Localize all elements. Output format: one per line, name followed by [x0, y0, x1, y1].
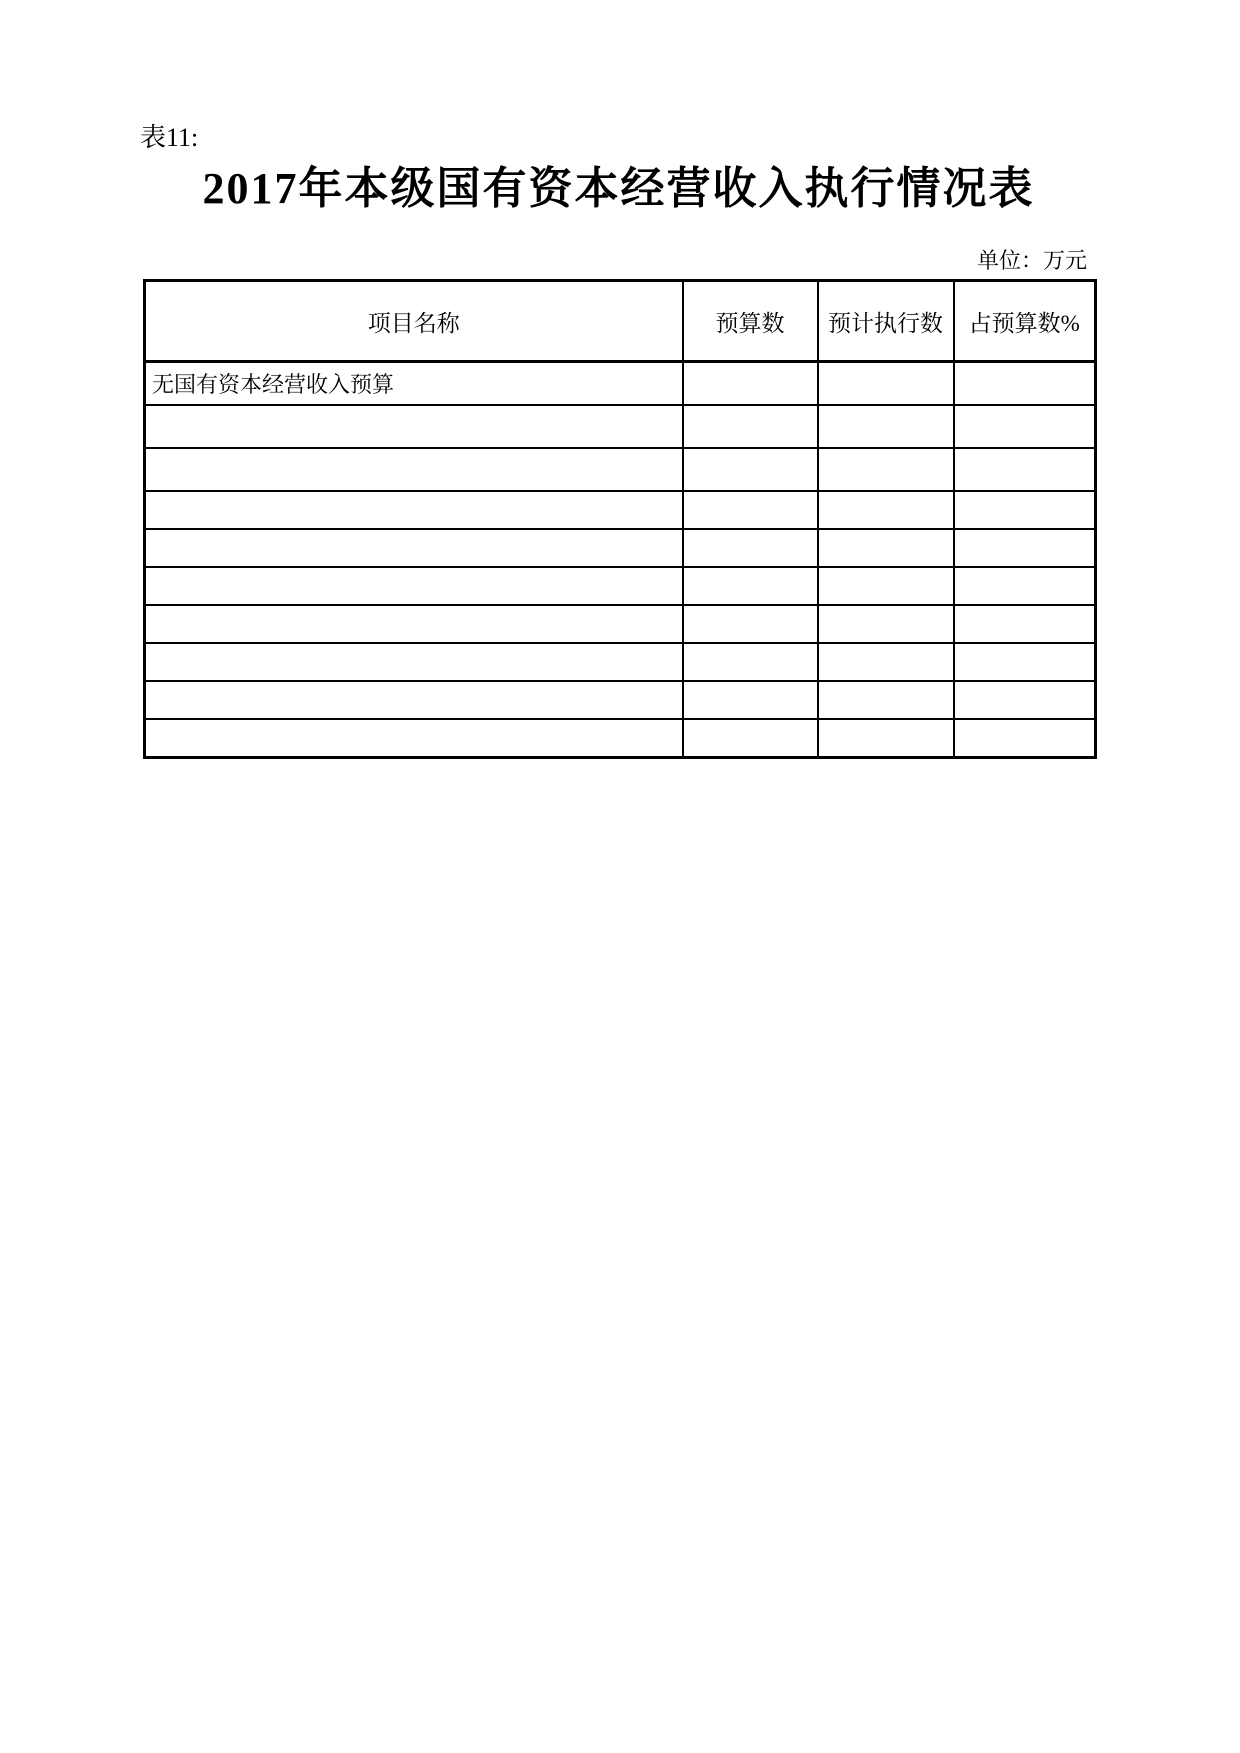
table-cell — [683, 491, 818, 529]
table-cell — [954, 448, 1096, 491]
table-cell — [818, 362, 954, 406]
table-cell — [145, 448, 683, 491]
table-cell — [818, 681, 954, 719]
table-cell — [818, 567, 954, 605]
table-cell — [818, 529, 954, 567]
table-cell — [954, 362, 1096, 406]
table-cell — [818, 643, 954, 681]
column-header: 预计执行数 — [818, 281, 954, 362]
column-header: 预算数 — [683, 281, 818, 362]
table-cell — [954, 681, 1096, 719]
table-cell — [683, 681, 818, 719]
table-cell — [145, 719, 683, 758]
table-row — [145, 605, 1096, 643]
table-cell — [954, 605, 1096, 643]
table-cell — [818, 448, 954, 491]
table-row — [145, 681, 1096, 719]
table-cell — [145, 681, 683, 719]
table-cell — [954, 643, 1096, 681]
table-cell — [818, 719, 954, 758]
table-cell — [683, 643, 818, 681]
table-cell — [683, 719, 818, 758]
table-row — [145, 448, 1096, 491]
table-cell — [954, 529, 1096, 567]
table-cell — [145, 491, 683, 529]
table-cell — [683, 567, 818, 605]
table-cell — [145, 529, 683, 567]
table-row — [145, 405, 1096, 448]
budget-execution-table — [143, 279, 1097, 759]
table-row — [145, 281, 1096, 362]
table-row — [145, 362, 1096, 406]
table-number-label: 表11: — [140, 123, 199, 152]
table-cell: 无国有资本经营收入预算 — [145, 362, 683, 406]
column-header: 占预算数% — [954, 281, 1096, 362]
table-row — [145, 529, 1096, 567]
table-row — [145, 567, 1096, 605]
table-cell — [683, 448, 818, 491]
unit-note: 单位：万元 — [976, 248, 1087, 273]
table-cell — [145, 567, 683, 605]
table-cell — [683, 362, 818, 406]
table-cell — [683, 605, 818, 643]
table-cell — [145, 605, 683, 643]
table-row — [145, 719, 1096, 758]
table-cell — [818, 491, 954, 529]
table-cell — [145, 405, 683, 448]
table-cell — [683, 405, 818, 448]
table-body — [145, 362, 1096, 758]
table-cell — [683, 529, 818, 567]
table-cell — [954, 405, 1096, 448]
table-cell — [145, 643, 683, 681]
page-title: 2017年本级国有资本经营收入执行情况表 — [202, 164, 1035, 213]
table-header-row — [145, 281, 1096, 362]
table-cell — [954, 491, 1096, 529]
table-row — [145, 491, 1096, 529]
table-cell — [954, 567, 1096, 605]
table-cell — [818, 405, 954, 448]
table-row — [145, 643, 1096, 681]
table-cell — [954, 719, 1096, 758]
column-header: 项目名称 — [145, 281, 683, 362]
table-cell — [818, 605, 954, 643]
